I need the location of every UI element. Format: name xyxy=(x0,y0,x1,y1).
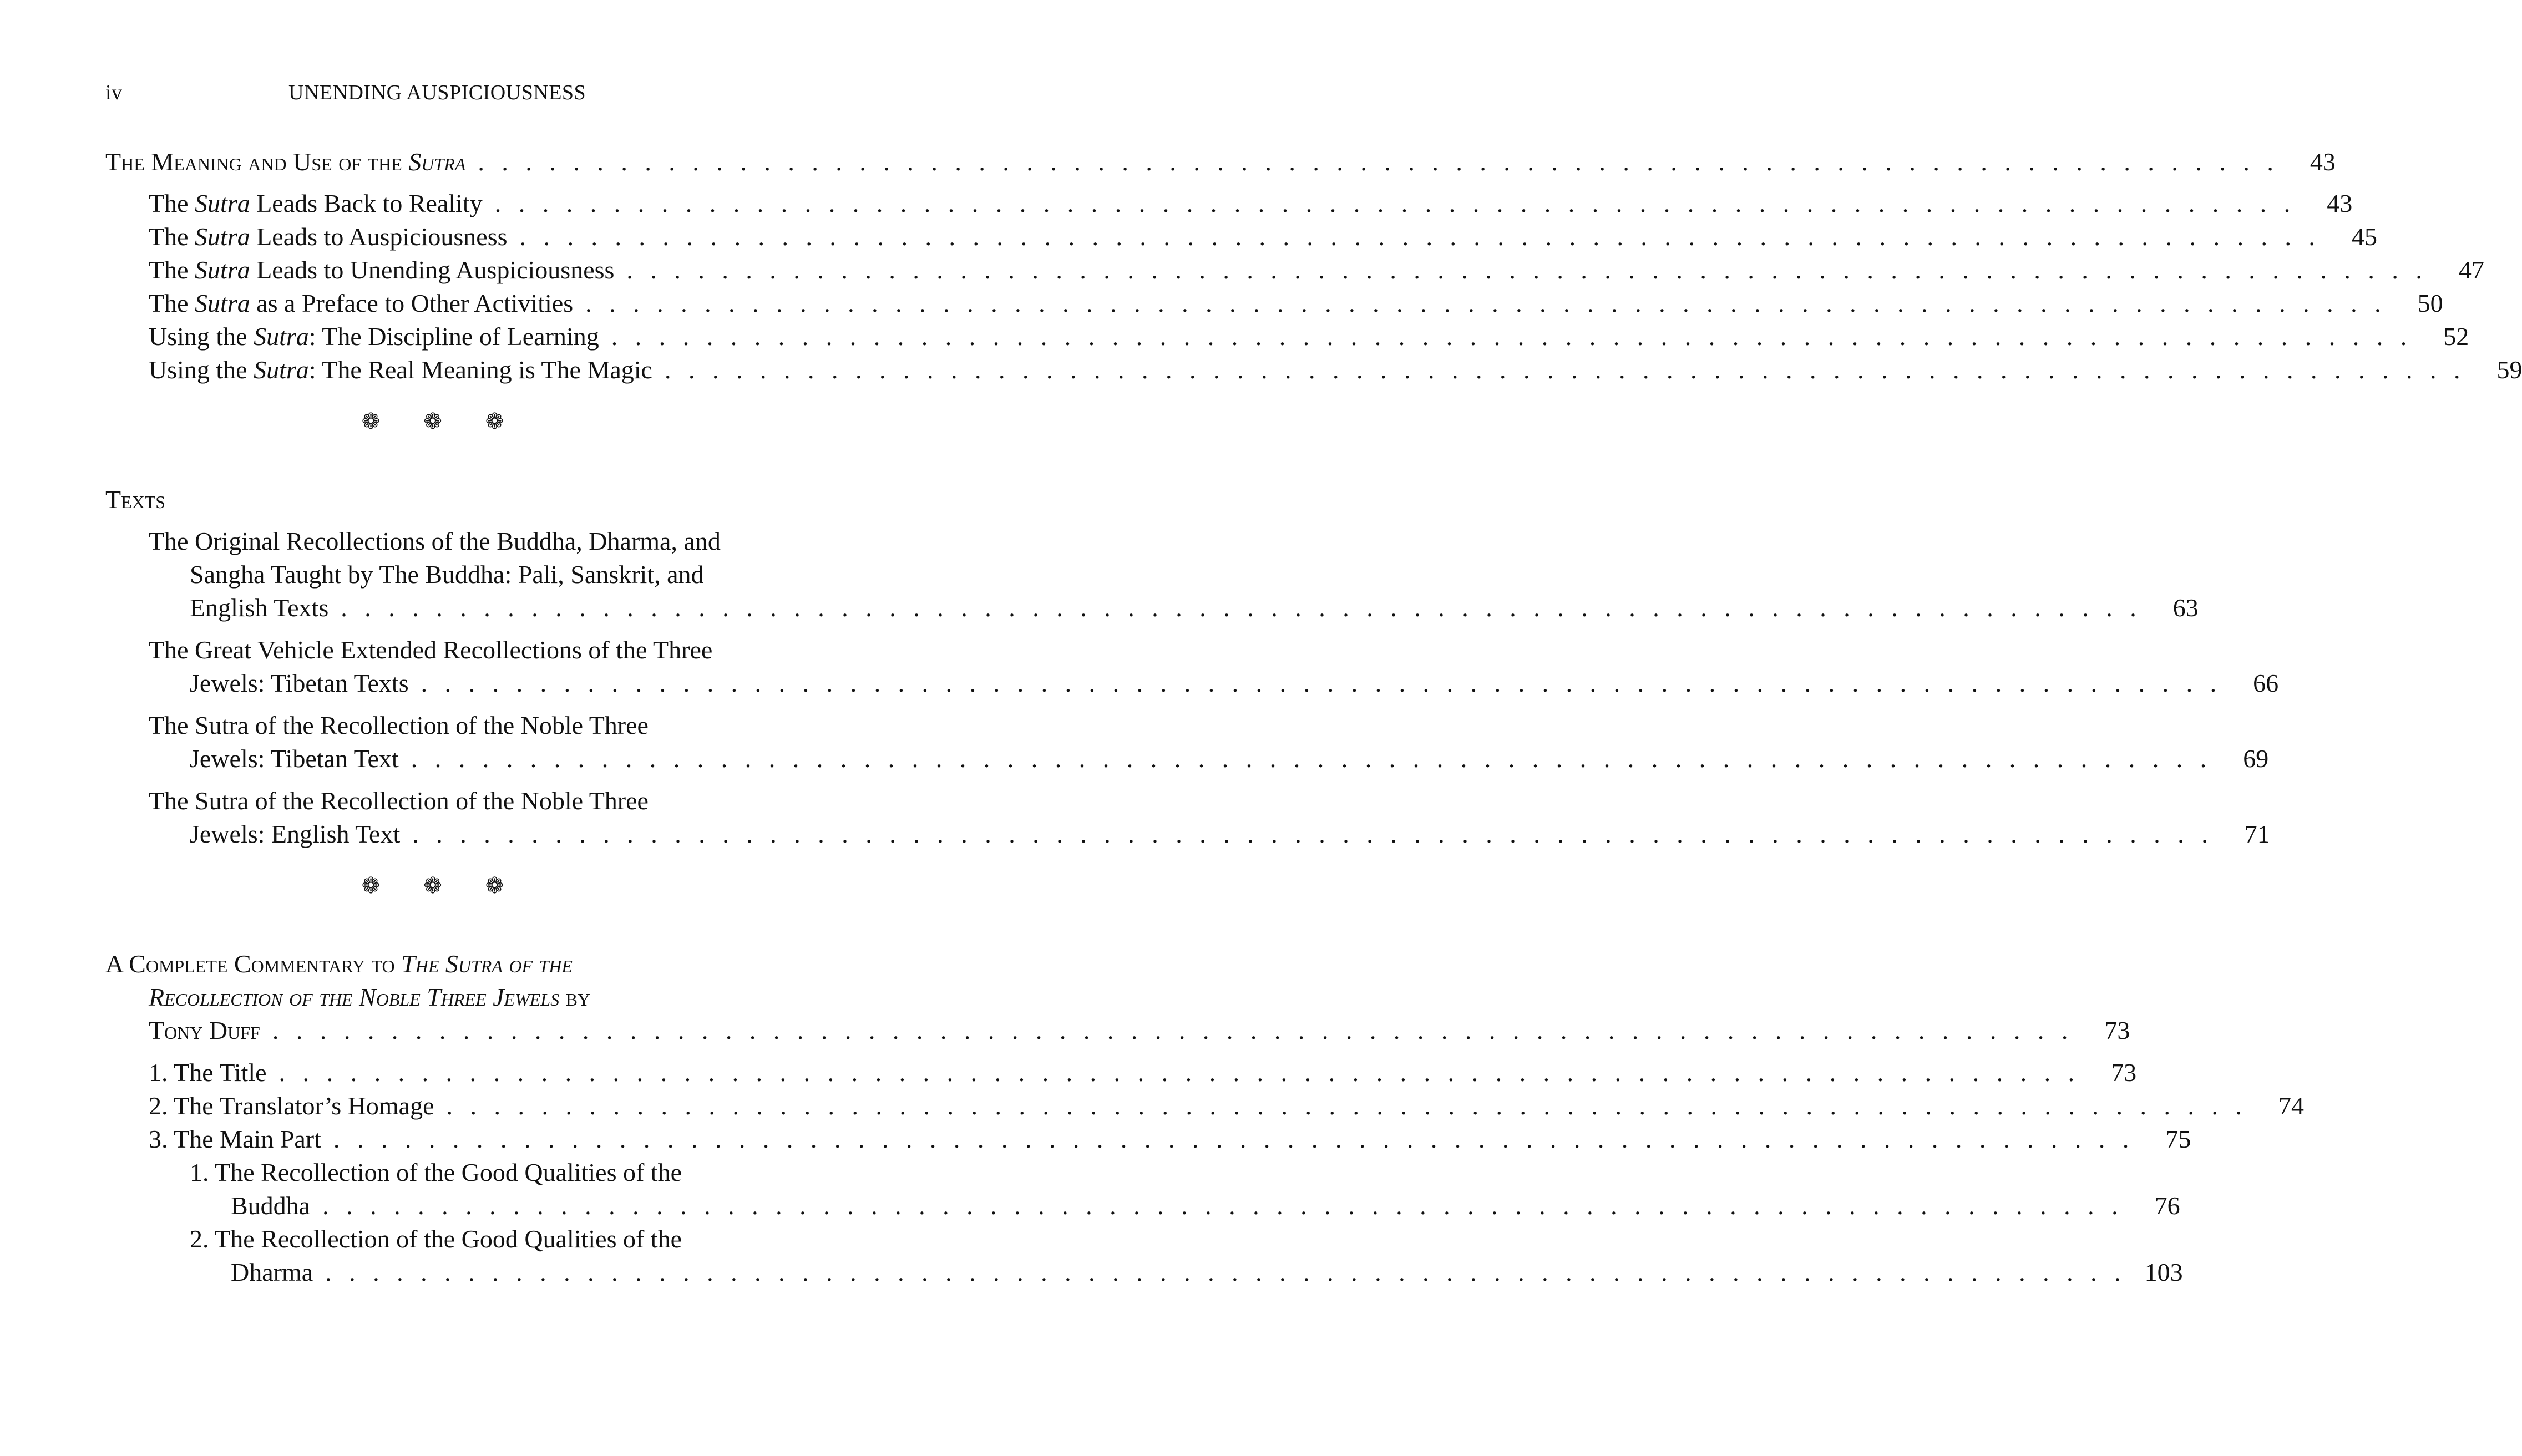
flower-ornament-icon: ❁ xyxy=(485,409,504,434)
table-of-contents xyxy=(105,145,2522,1289)
toc-entry-line[interactable]: 2. The Recollection of the Good Qualities of the xyxy=(190,1225,682,1253)
toc-entry[interactable]: Using the Sutra: The Real Meaning is The Magic . . . . . . . . . . . . . . . . . . . . . . . . . . . . . . . . . . . . . . . . . . . . . . . . . . . . . . . . . . . . . . . . . . . . . . . . . . . . 59 xyxy=(105,353,793,387)
toc-entry[interactable]: The Sutra Leads Back to Reality . . . . . . . . . . . . . . . . . . . . . . . . . . . . . . . . . . . . . . . . . . . . . . . . . . . . . . . . . . . . . . . . . . . . . . . . . . . . 43 xyxy=(105,187,793,220)
leader-dots: . . . . . . . . . . . . . . . . . . . . . . . . . . . . . . . . . . . . . . . . . . . . . . . . . . . . . . . . . . . . . . . . . . . . . . . . . . . . xyxy=(333,1125,2135,1153)
page-number: 69 xyxy=(2243,744,2269,773)
toc-entry-line[interactable]: 1. The Recollection of the Good Qualities of the xyxy=(190,1158,682,1186)
page-number: 73 xyxy=(2111,1058,2137,1087)
toc-entry[interactable]: Jewels: Tibetan Text . . . . . . . . . . . . . . . . . . . . . . . . . . . . . . . . . . . . . . . . . . . . . . . . . . . . . . . . . . . . . . . . . . . . . . . . . . . . 69 xyxy=(105,742,793,775)
section-ornament xyxy=(105,397,793,447)
page-number: 43 xyxy=(2327,189,2353,217)
page-number: 71 xyxy=(2244,820,2270,848)
toc-section-heading[interactable]: Texts xyxy=(105,485,166,514)
toc-entry-line[interactable]: The Original Recollections of the Buddha, Dharma, and xyxy=(149,527,721,555)
page-number: 50 xyxy=(2417,289,2443,317)
leader-dots: . . . . . . . . . . . . . . . . . . . . . . . . . . . . . . . . . . . . . . . . . . . . . . . . . . . . . . . . . . . . . . . . . . . . . . . . . . . . xyxy=(411,744,2212,773)
toc-entry[interactable]: 2. The Translator’s Homage . . . . . . . . . . . . . . . . . . . . . . . . . . . . . . . . . . . . . . . . . . . . . . . . . . . . . . . . . . . . . . . . . . . . . . . . . . . . 74 xyxy=(105,1089,793,1123)
toc-entry[interactable]: Jewels: Tibetan Texts . . . . . . . . . . . . . . . . . . . . . . . . . . . . . . . . . . . . . . . . . . . . . . . . . . . . . . . . . . . . . . . . . . . . . . . . . . . . 66 xyxy=(105,667,793,700)
page-number: 43 xyxy=(2310,148,2336,176)
toc-entry[interactable]: 1. The Title . . . . . . . . . . . . . . . . . . . . . . . . . . . . . . . . . . . . . . . . . . . . . . . . . . . . . . . . . . . . . . . . . . . . . . . . . . . . 73 xyxy=(105,1056,793,1089)
toc-heading-text: The Meaning and Use of the Sutra xyxy=(105,148,466,176)
toc-entry[interactable]: Using the Sutra: The Discipline of Learning . . . . . . . . . . . . . . . . . . . . . . . . . . . . . . . . . . . . . . . . . . . . . . . . . . . . . . . . . . . . . . . . . . . . . . . . . . . . 52 xyxy=(105,320,793,353)
toc-entry[interactable]: Dharma . . . . . . . . . . . . . . . . . . . . . . . . . . . . . . . . . . . . . . . . . . . . . . . . . . . . . . . . . . . . . . . . . . . . . . . . . . . . 103 xyxy=(105,1256,793,1289)
page-number: 66 xyxy=(2253,669,2279,697)
flower-ornament-icon: ❁ xyxy=(485,873,504,898)
flower-ornament-icon: ❁ xyxy=(361,409,381,434)
toc-entry-line[interactable]: Sangha Taught by The Buddha: Pali, Sanskrit, and xyxy=(190,560,704,589)
page-number: 47 xyxy=(2458,256,2484,284)
leader-dots: . . . . . . . . . . . . . . . . . . . . . . . . . . . . . . . . . . . . . . . . . . . . . . . . . . . . . . . . . . . . . . . . . . . . . . . . . . . . xyxy=(585,289,2387,317)
leader-dots: . . . . . . . . . . . . . . . . . . . . . . . . . . . . . . . . . . . . . . . . . . . . . . . . . . . . . . . . . . . . . . . . . . . . . . . . . . . . xyxy=(325,1258,2126,1286)
page-number: 103 xyxy=(2144,1258,2183,1286)
toc-entry[interactable]: Tony Duff . . . . . . . . . . . . . . . . . . . . . . . . . . . . . . . . . . . . . . . . . . . . . . . . . . . . . . . . . . . . . . . . . . . . . . . . . . . . 73 xyxy=(105,1014,793,1047)
page-number: 76 xyxy=(2154,1191,2180,1220)
leader-dots: . . . . . . . . . . . . . . . . . . . . . . . . . . . . . . . . . . . . . . . . . . . . . . . . . . . . . . . . . . . . . . . . . . . . . . . . . . . . xyxy=(446,1092,2247,1120)
toc-entry-line[interactable]: The Great Vehicle Extended Recollections of the Three xyxy=(149,636,713,664)
leader-dots: . . . . . . . . . . . . . . . . . . . . . . . . . . . . . . . . . . . . . . . . . . . . . . . . . . . . . . . . . . . . . . . . . . . . . . . . . . . . xyxy=(519,222,2321,251)
leader-dots: . . . . . . . . . . . . . . . . . . . . . . . . . . . . . . . . . . . . . . . . . . . . . . . . . . . . . . . . . . . . . . . . . . . . . . . . . . . . xyxy=(322,1191,2124,1220)
leader-dots: . . . . . . . . . . . . . . . . . . . . . . . . . . . . . . . . . . . . . . . . . . . . . . . . . . . . . . . . . . . . . . . . . . . . . . . . . . . . xyxy=(341,593,2142,622)
page-number: 73 xyxy=(2104,1016,2130,1044)
toc-entry[interactable]: The Sutra Leads to Auspiciousness . . . . . . . . . . . . . . . . . . . . . . . . . . . . . . . . . . . . . . . . . . . . . . . . . . . . . . . . . . . . . . . . . . . . . . . . . . . . 45 xyxy=(105,220,793,253)
flower-ornament-icon: ❁ xyxy=(361,873,381,898)
toc-entry[interactable]: English Texts . . . . . . . . . . . . . . . . . . . . . . . . . . . . . . . . . . . . . . . . . . . . . . . . . . . . . . . . . . . . . . . . . . . . . . . . . . . . 63 xyxy=(105,591,793,625)
page-number: 59 xyxy=(2496,356,2522,384)
toc-entry[interactable]: The Sutra Leads to Unending Auspiciousness . . . . . . . . . . . . . . . . . . . . . . . . . . . . . . . . . . . . . . . . . . . . . . . . . . . . . . . . . . . . . . . . . . . . . . . . . . . . 47 xyxy=(105,253,793,287)
section-ornament xyxy=(105,861,793,911)
leader-dots: . . . . . . . . . . . . . . . . . . . . . . . . . . . . . . . . . . . . . . . . . . . . . . . . . . . . . . . . . . . . . . . . . . . . . . . . . . . . xyxy=(278,1058,2080,1087)
leader-dots: . . . . . . . . . . . . . . . . . . . . . . . . . . . . . . . . . . . . . . . . . . . . . . . . . . . . . . . . . . . . . . . . . . . . . . . . . . . . xyxy=(412,820,2214,848)
leader-dots: . . . . . . . . . . . . . . . . . . . . . . . . . . . . . . . . . . . . . . . . . . . . . . . . . . . . . . . . . . . . . . . . . . . . . . . . . . . . xyxy=(421,669,2222,697)
leader-dots: . . . . . . . . . . . . . . . . . . . . . . . . . . . . . . . . . . . . . . . . . . . . . . . . . . . . . . . . . . . . . . . . . . . . . . . . . . . . xyxy=(494,189,2296,217)
toc-section-heading-line[interactable]: Recollection of the Noble Three Jewels by xyxy=(149,983,591,1011)
toc-entry[interactable]: Buddha . . . . . . . . . . . . . . . . . . . . . . . . . . . . . . . . . . . . . . . . . . . . . . . . . . . . . . . . . . . . . . . . . . . . . . . . . . . . 76 xyxy=(105,1189,793,1222)
toc-entry-line[interactable]: The Sutra of the Recollection of the Noble Three xyxy=(149,711,649,739)
flower-ornament-icon: ❁ xyxy=(423,409,442,434)
toc-entry[interactable]: Jewels: English Text . . . . . . . . . . . . . . . . . . . . . . . . . . . . . . . . . . . . . . . . . . . . . . . . . . . . . . . . . . . . . . . . . . . . . . . . . . . . 71 xyxy=(105,818,793,851)
page-number: 52 xyxy=(2443,322,2469,351)
leader-dots: . . . . . . . . . . . . . . . . . . . . . . . . . . . . . . . . . . . . . . . . . . . . . . . . . . . . . . . . . . . . . . . . . . . . . . . . . . . . xyxy=(626,256,2428,284)
leader-dots: . . . . . . . . . . . . . . . . . . . . . . . . . . . . . . . . . . . . . . . . . . . . . . . . . . . . . . . . . . . . . . . . . . . . . . . . . . . . xyxy=(611,322,2413,351)
page-number: 45 xyxy=(2352,222,2377,251)
running-title: UNENDING AUSPICIOUSNESS xyxy=(288,81,586,104)
toc-section-heading[interactable] xyxy=(105,145,2336,179)
flower-ornament-icon: ❁ xyxy=(423,873,442,898)
leader-dots: . . . . . . . . . . . . . . . . . . . . . . . . . . . . . . . . . . . . . . . . . . . . . . . . . . . . . . . . . . . . . . . . . . . . . . . . . . . . xyxy=(664,356,2466,384)
page-number: 75 xyxy=(2165,1125,2191,1153)
page-number: 74 xyxy=(2278,1092,2304,1120)
page-folio: iv xyxy=(105,81,123,104)
leader-dots: . . . . . . . . . . . . . . . . . . . . . . . . . . . . . . . . . . . . . . . . . . . . . . . . . . . . . . . . . . . . . . . . . . . . . . . . . . . . xyxy=(272,1016,2074,1044)
leader-dots: . . . . . . . . . . . . . . . . . . . . . . . . . . . . . . . . . . . . . . . . . . . . . . . . . . . . . . . . . . . . . . . . . . . . . . . . . . . . xyxy=(478,148,2279,176)
page-number: 63 xyxy=(2172,593,2199,622)
toc-section-heading[interactable]: A Complete Commentary to The Sutra of the xyxy=(105,950,573,978)
toc-entry[interactable]: The Sutra as a Preface to Other Activities . . . . . . . . . . . . . . . . . . . . . . . . . . . . . . . . . . . . . . . . . . . . . . . . . . . . . . . . . . . . . . . . . . . . . . . . . . . . 50 xyxy=(105,287,793,320)
toc-entry[interactable]: 3. The Main Part . . . . . . . . . . . . . . . . . . . . . . . . . . . . . . . . . . . . . . . . . . . . . . . . . . . . . . . . . . . . . . . . . . . . . . . . . . . . 75 xyxy=(105,1123,793,1156)
toc-entry-line[interactable]: The Sutra of the Recollection of the Noble Three xyxy=(149,787,649,815)
